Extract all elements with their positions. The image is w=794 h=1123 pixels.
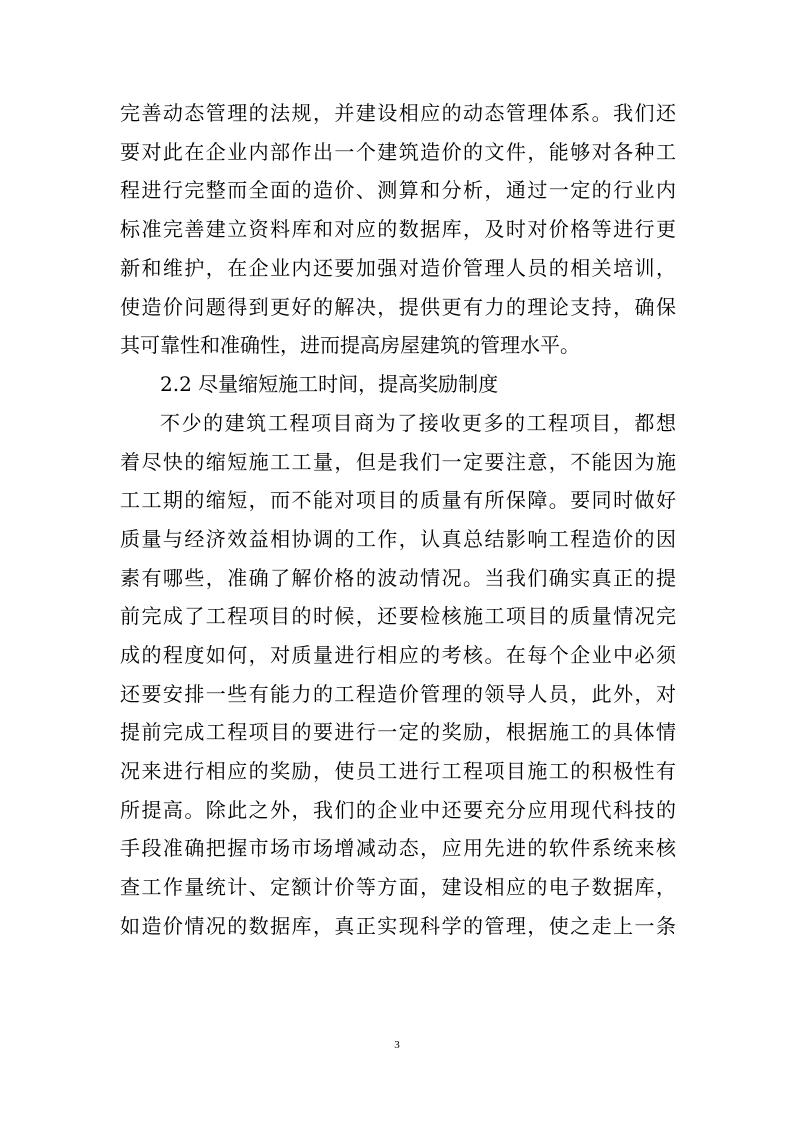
paragraph-2-line: 手段准确把握市场市场增减动态，应用先进的软件系统来核 (120, 836, 676, 860)
paragraph-1-line: 程进行完整而全面的造价、测算和分析，通过一定的行业内 (120, 178, 676, 202)
page-number: 3 (394, 1039, 400, 1051)
paragraph-2-line: 提前完成工程项目的要进行一定的奖励，根据施工的具体情 (120, 720, 676, 744)
paragraph-2-line: 所提高。除此之外，我们的企业中还要充分应用现代科技的 (120, 798, 676, 822)
paragraph-2-line: 质量与经济效益相协调的工作，认真总结影响工程造价的因 (120, 527, 676, 551)
paragraph-2-line: 查工作量统计、定额计价等方面，建设相应的电子数据库， (120, 875, 676, 899)
paragraph-2-line: 况来进行相应的奖励，使员工进行工程项目施工的积极性有 (120, 759, 676, 783)
paragraph-2-line: 工工期的缩短，而不能对项目的质量有所保障。要同时做好 (120, 488, 676, 512)
paragraph-2-line: 成的程度如何，对质量进行相应的考核。在每个企业中必须 (120, 643, 676, 667)
paragraph-1-line: 标准完善建立资料库和对应的数据库，及时对价格等进行更 (120, 217, 676, 241)
paragraph-1-line: 使造价问题得到更好的解决，提供更有力的理论支持，确保 (120, 295, 676, 319)
paragraph-1-line: 完善动态管理的法规，并建设相应的动态管理体系。我们还 (120, 101, 676, 125)
paragraph-2-line: 着尽快的缩短施工工量，但是我们一定要注意，不能因为施 (120, 450, 676, 474)
paragraph-2-line: 素有哪些，准确了解价格的波动情况。当我们确实真正的提 (120, 566, 676, 590)
paragraph-1-line: 其可靠性和准确性，进而提高房屋建筑的管理水平。 (120, 333, 580, 357)
paragraph-2-line: 不少的建筑工程项目商为了接收更多的工程项目，都想 (160, 411, 676, 435)
paragraph-2-line: 还要安排一些有能力的工程造价管理的领导人员，此外，对 (120, 682, 676, 706)
paragraph-2-line: 前完成了工程项目的时候，还要检核施工项目的质量情况完 (120, 604, 676, 628)
paragraph-2-line: 如造价情况的数据库，真正实现科学的管理，使之走上一条 (120, 914, 676, 938)
paragraph-1-line: 要对此在企业内部作出一个建筑造价的文件，能够对各种工 (120, 140, 676, 164)
section-heading: 2.2 尽量缩短施工时间，提高奖励制度 (160, 372, 499, 396)
paragraph-1-line: 新和维护，在企业内还要加强对造价管理人员的相关培训， (120, 256, 676, 280)
